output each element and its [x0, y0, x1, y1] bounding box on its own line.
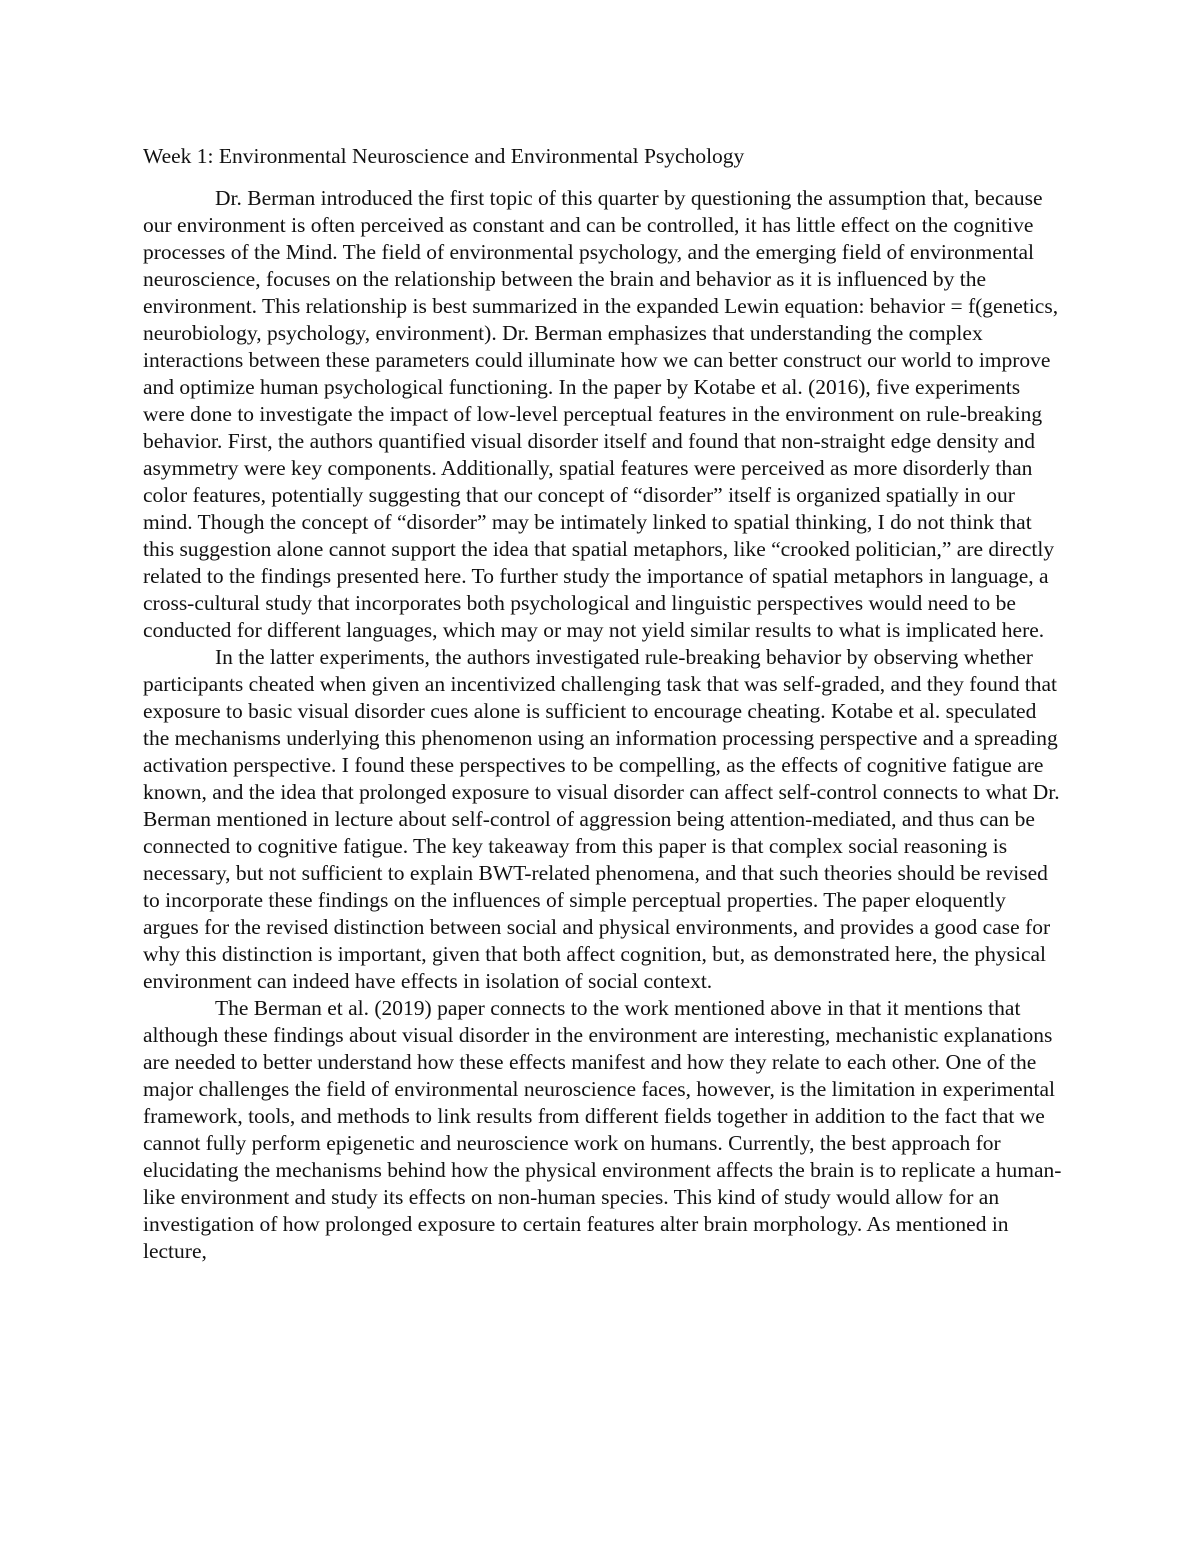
paragraph-2: In the latter experiments, the authors investigated rule-breaking behavior by observing whether participants cheated when given an incentivized challenging task that was self-graded, and they found that exposure to basic visual disorder cues alone is sufficient to encourage cheating. Kotabe et al. speculated the mechanisms underlying this phenomenon using an information processing perspective and a spreading activation perspective. I found these perspectives to be compelling, as the effects of cognitive fatigue are known, and the idea that prolonged exposure to visual disorder can affect self-control connects to what Dr. Berman mentioned in lecture about self-control of aggression being attention-mediated, and thus can be connected to cognitive fatigue. The key takeaway from this paper is that complex social reasoning is necessary, but not sufficient to explain BWT-related phenomena, and that such theories should be revised to incorporate these findings on the influences of simple perceptual properties. The paper eloquently argues for the revised distinction between social and physical environments, and provides a good case for why this distinction is important, given that both affect cognition, but, as demonstrated here, the physical environment can indeed have effects in isolation of social context.: [143, 645, 1060, 993]
document-body: [143, 143, 1065, 1265]
document-title: Week 1: Environmental Neuroscience and Environmental Psychology: [143, 144, 745, 168]
paragraph-1: Dr. Berman introduced the first topic of this quarter by questioning the assumption that, because our environment is often perceived as constant and can be controlled, it has little effect on the cognitive processes of the Mind. The field of environmental psychology, and the emerging field of environmental neuroscience, focuses on the relationship between the brain and behavior as it is influenced by the environment. This relationship is best summarized in the expanded Lewin equation: behavior = f(genetics, neurobiology, psychology, environment). Dr. Berman emphasizes that understanding the complex interactions between these parameters could illuminate how we can better construct our world to improve and optimize human psychological functioning. In the paper by Kotabe et al. (2016), five experiments were done to investigate the impact of low-level perceptual features in the environment on rule-breaking behavior. First, the authors quantified visual disorder itself and found that non-straight edge density and asymmetry were key components. Additionally, spatial features were perceived as more disorderly than color features, potentially suggesting that our concept of “disorder” itself is organized spatially in our mind. Though the concept of “disorder” may be intimately linked to spatial thinking, I do not think that this suggestion alone cannot support the idea that spatial metaphors, like “crooked politician,” are directly related to the findings presented here. To further study the importance of spatial metaphors in language, a cross-cultural study that incorporates both psychological and linguistic perspectives would need to be conducted for different languages, which may or may not yield similar results to what is implicated here.: [143, 186, 1059, 642]
paragraph-3: The Berman et al. (2019) paper connects to the work mentioned above in that it mentions that although these findings about visual disorder in the environment are interesting, mechanistic explanations are needed to better understand how these effects manifest and how they relate to each other. One of the major challenges the field of environmental neuroscience faces, however, is the limitation in experimental framework, tools, and methods to link results from different fields together in addition to the fact that we cannot fully perform epigenetic and neuroscience work on humans. Currently, the best approach for elucidating the mechanisms behind how the physical environment affects the brain is to replicate a human-like environment and study its effects on non-human species. This kind of study would allow for an investigation of how prolonged exposure to certain features alter brain morphology. As mentioned in lecture,: [143, 996, 1062, 1263]
